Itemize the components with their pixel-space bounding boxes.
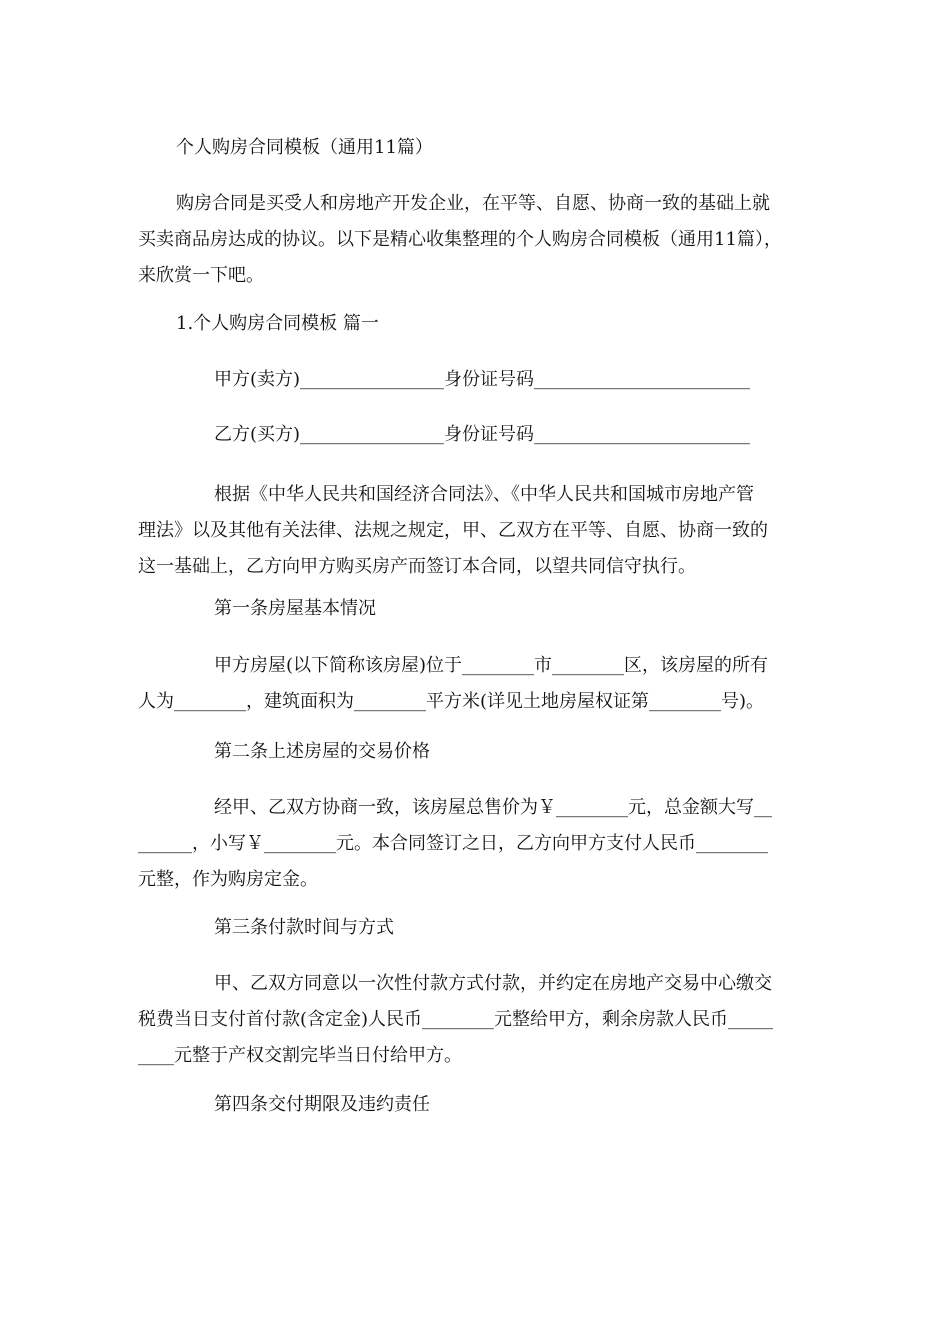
article-1-line-1: 甲方房屋(以下简称该房屋)位于________市________区，该房屋的所有 <box>214 655 769 676</box>
article-3-heading: 第三条付款时间与方式 <box>214 917 394 938</box>
article-3-line-1: 甲、乙双方同意以一次性付款方式付款，并约定在房地产交易中心缴交 <box>214 973 772 994</box>
intro-line-2: 买卖商品房达成的协议。以下是精心收集整理的个人购房合同模板（通用11篇）， <box>138 229 782 250</box>
article-4-heading: 第四条交付期限及违约责任 <box>214 1094 430 1115</box>
basis-line-1: 根据《中华人民共和国经济合同法》、《中华人民共和国城市房地产管 <box>214 484 754 505</box>
article-1-line-2: 人为________，建筑面积为________平方米(详见土地房屋权证第________号)。 <box>138 691 765 712</box>
article-3-line-3: ____元整于产权交割完毕当日付给甲方。 <box>138 1045 462 1066</box>
intro-line-3: 来欣赏一下吧。 <box>138 265 264 286</box>
section-heading: 1.个人购房合同模板 篇一 <box>176 313 379 334</box>
document-title: 个人购房合同模板（通用11篇） <box>176 137 433 158</box>
basis-line-3: 这一基础上，乙方向甲方购买房产而签订本合同，以望共同信守执行。 <box>138 556 696 577</box>
party-a-line: 甲方(卖方)________________身份证号码________________________ <box>214 369 751 390</box>
article-2-heading: 第二条上述房屋的交易价格 <box>214 741 430 762</box>
intro-line-1: 购房合同是买受人和房地产开发企业，在平等、自愿、协商一致的基础上就 <box>176 193 770 214</box>
basis-line-2: 理法》以及其他有关法律、法规之规定，甲、乙双方在平等、自愿、协商一致的 <box>138 520 768 541</box>
article-3-line-2: 税费当日支付首付款(含定金)人民币________元整给甲方，剩余房款人民币_____ <box>138 1009 774 1030</box>
article-2-line-2: ______，小写￥________元。本合同签订之日，乙方向甲方支付人民币________ <box>138 833 768 854</box>
party-b-line: 乙方(买方)________________身份证号码________________________ <box>214 424 751 445</box>
article-2-line-1: 经甲、乙双方协商一致，该房屋总售价为￥________元，总金额大写__ <box>214 797 772 818</box>
article-2-line-3: 元整，作为购房定金。 <box>138 869 318 890</box>
article-1-heading: 第一条房屋基本情况 <box>214 598 376 619</box>
